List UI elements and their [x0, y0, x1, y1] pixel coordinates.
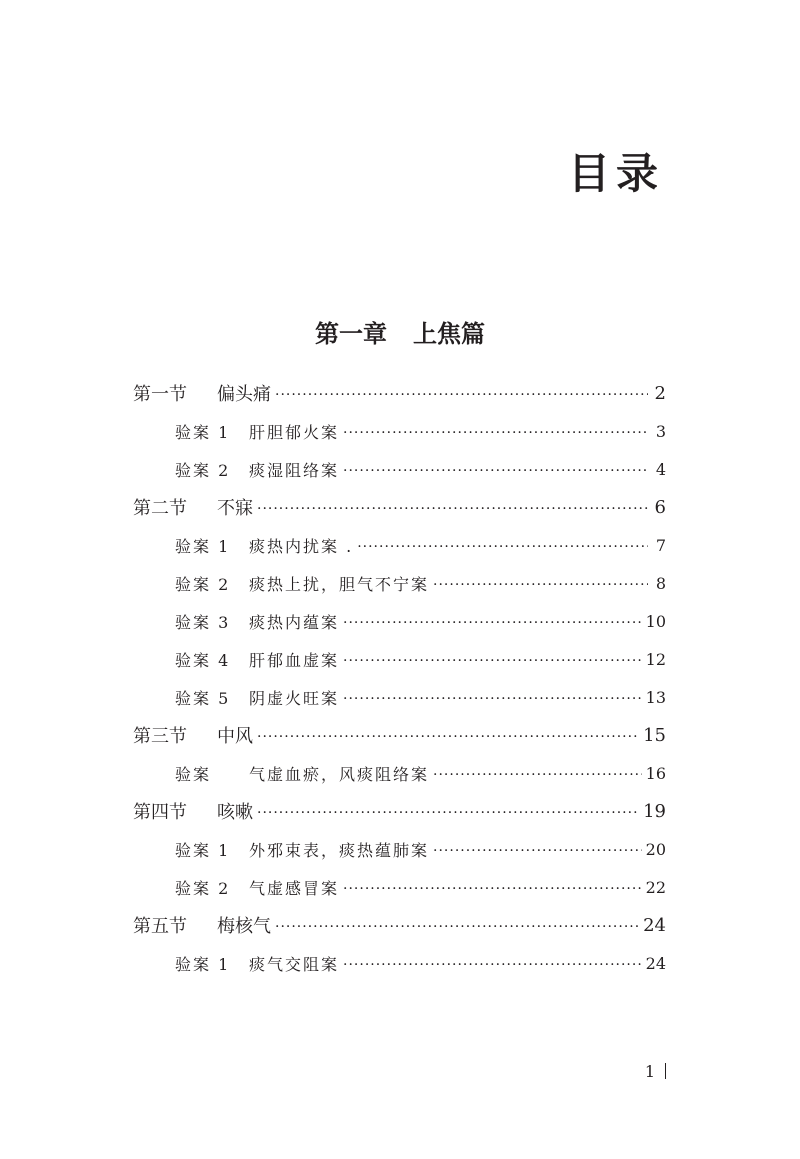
toc-entry-case[interactable]: [133, 602, 666, 640]
entry-page: 24: [643, 914, 666, 936]
toc-entry-case[interactable]: [133, 412, 666, 450]
entry-page: 19: [643, 800, 666, 822]
entry-title: 肝胆郁火案: [249, 422, 340, 442]
entry-label: 验案 2: [175, 574, 231, 594]
dot-leader: [343, 650, 642, 669]
toc-entry-case[interactable]: [133, 944, 666, 982]
entry-page: 20: [645, 839, 666, 859]
toc-entry-section[interactable]: [133, 716, 666, 754]
entry-page: 3: [655, 421, 666, 441]
entry-label: 第五节: [133, 916, 187, 937]
entry-title: 中风: [217, 726, 253, 747]
entry-page: 22: [645, 877, 666, 897]
entry-title: 痰热内扰案 .: [249, 536, 354, 556]
entry-label: 验案 1: [175, 536, 231, 556]
entry-label: 验案 2: [175, 460, 231, 480]
entry-title: 偏头痛: [217, 384, 271, 405]
entry-title: 咳嗽: [217, 802, 253, 823]
entry-title: 痰气交阻案: [249, 954, 340, 974]
entry-title: 气虚感冒案: [249, 878, 340, 898]
toc-entry-section[interactable]: [133, 488, 666, 526]
entry-label: 第一节: [133, 384, 187, 405]
entry-page: 16: [645, 763, 666, 783]
entry-label: 第二节: [133, 498, 187, 519]
toc-entry-section[interactable]: [133, 792, 666, 830]
entry-label: 验案: [175, 764, 212, 784]
dot-leader: [257, 801, 639, 822]
entry-label: 验案 5: [175, 688, 231, 708]
entry-title: 阴虚火旺案: [249, 688, 340, 708]
dot-leader: [433, 574, 648, 593]
toc-entry-case[interactable]: [133, 564, 666, 602]
entry-page: 2: [654, 382, 666, 404]
entry-title: 痰热内蕴案: [249, 612, 340, 632]
toc-entry-case[interactable]: [133, 526, 666, 564]
dot-leader: [275, 915, 639, 936]
entry-title: 不寐: [217, 498, 253, 519]
dot-leader: [343, 422, 648, 441]
entry-title: 痰湿阻络案: [249, 460, 340, 480]
dot-leader: [343, 878, 642, 897]
entry-label: 验案 4: [175, 650, 231, 670]
chapter-number: 第一章: [315, 319, 387, 348]
entry-label: 验案 1: [175, 954, 231, 974]
toc-entry-section[interactable]: [133, 374, 666, 412]
entry-title: 外邪束表，痰热蕴肺案: [249, 840, 430, 860]
dot-leader: [343, 954, 642, 973]
dot-leader: [343, 460, 648, 479]
entry-label: 验案 3: [175, 612, 231, 632]
entry-page: 6: [654, 496, 666, 518]
entry-page: 13: [645, 687, 666, 707]
dot-leader: [357, 536, 648, 555]
dot-leader: [343, 688, 642, 707]
toc-entry-case[interactable]: [133, 678, 666, 716]
entry-label: 验案 2: [175, 878, 231, 898]
dot-leader: [257, 725, 639, 746]
entry-page: 12: [645, 649, 666, 669]
toc-entry-case[interactable]: [133, 830, 666, 868]
entry-title: 肝郁血虚案: [249, 650, 340, 670]
dot-leader: [433, 764, 642, 783]
entry-page: 24: [645, 953, 666, 973]
dot-leader: [257, 497, 648, 518]
entry-label: 验案 1: [175, 422, 231, 442]
entry-title: 气虚血瘀，风痰阻络案: [249, 764, 430, 784]
chapter-name: 上焦篇: [413, 319, 485, 348]
toc-entry-section[interactable]: [133, 906, 666, 944]
toc-entry-case[interactable]: [133, 754, 666, 792]
folio-number: 1: [644, 1062, 655, 1081]
dot-leader: [433, 840, 642, 859]
entry-title: 梅核气: [217, 916, 271, 937]
entry-label: 验案 1: [175, 840, 231, 860]
entry-page: 15: [643, 724, 666, 746]
toc-entry-case[interactable]: [133, 868, 666, 906]
folio-divider: [665, 1063, 666, 1079]
entry-label: 第三节: [133, 726, 187, 747]
toc-entry-case[interactable]: [133, 450, 666, 488]
entry-page: 7: [655, 535, 666, 555]
dot-leader: [343, 612, 642, 631]
entry-page: 4: [655, 459, 666, 479]
toc-entry-case[interactable]: [133, 640, 666, 678]
entry-title: 痰热上扰，胆气不宁案: [249, 574, 430, 594]
chapter-heading: [0, 318, 800, 350]
table-of-contents: [133, 374, 666, 982]
dot-leader: [275, 383, 648, 404]
page-number: [645, 1062, 666, 1082]
page-title: 目录: [567, 149, 664, 198]
entry-label: 第四节: [133, 802, 187, 823]
entry-page: 8: [655, 573, 666, 593]
entry-page: 10: [645, 611, 666, 631]
